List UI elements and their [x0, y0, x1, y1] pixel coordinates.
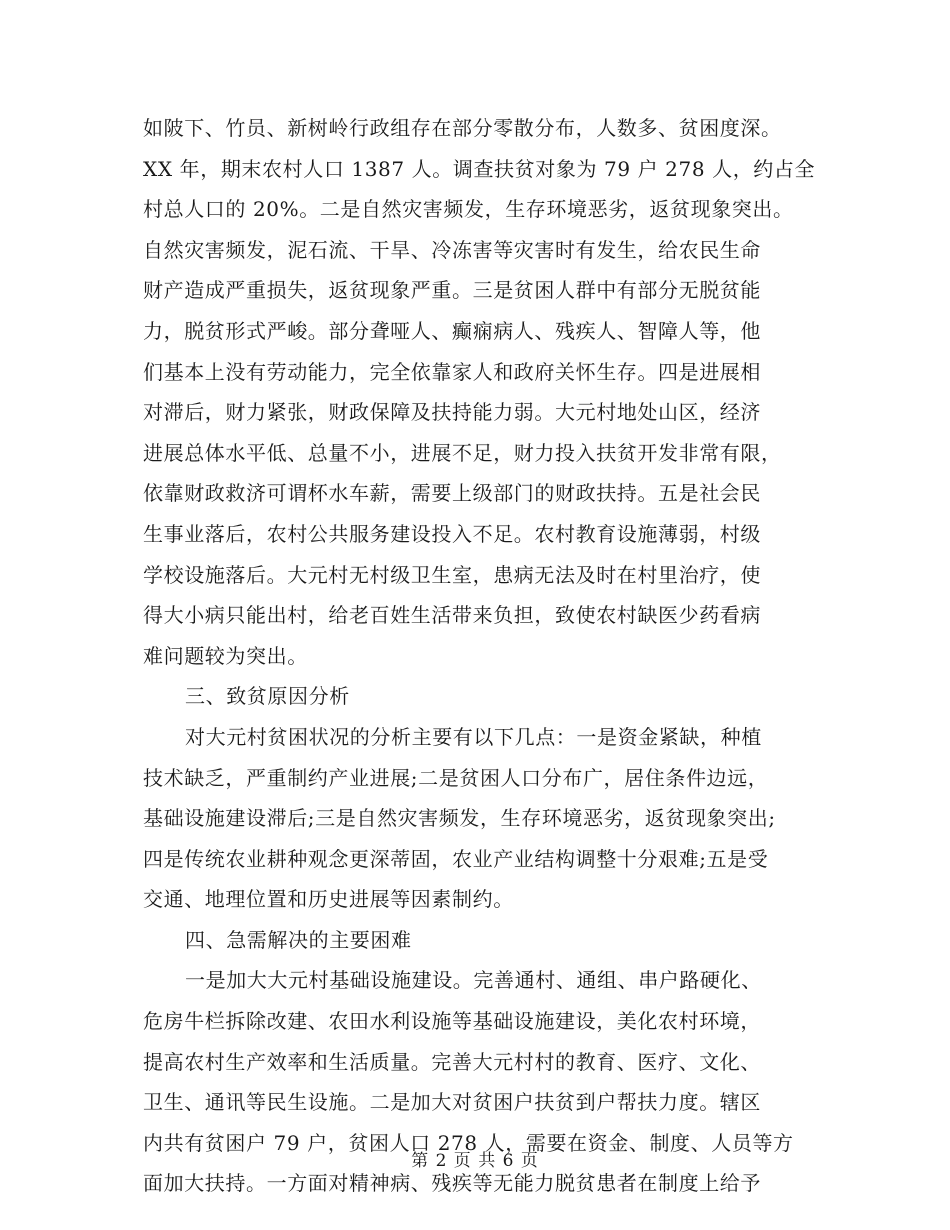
text-line: 技术缺乏，严重制约产业进展;二是贫困人口分布广，居住条件边远， [143, 765, 769, 790]
text-line: 一是加大大元村基础设施建设。完善通村、通组、串户路硬化、 [185, 968, 762, 993]
text-line: 依靠财政救济可谓杯水车薪，需要上级部门的财政扶持。五是社会民 [143, 481, 761, 506]
text-line: 难问题较为突出。 [143, 643, 308, 668]
text-line: 进展总体水平低、总量不小，进展不足，财力投入扶贫开发非常有限， [143, 440, 782, 465]
text-line: 财产造成严重损失，返贫现象严重。三是贫困人群中有部分无脱贫能 [143, 278, 761, 303]
text-line: 四是传统农业耕种观念更深蒂固，农业产业结构调整十分艰难;五是受 [143, 846, 769, 871]
text-line: 自然灾害频发，泥石流、干旱、冷冻害等灾害时有发生，给农民生命 [143, 237, 761, 262]
text-line: 们基本上没有劳动能力，完全依靠家人和政府关怀生存。四是进展相 [143, 359, 761, 384]
text-line: 得大小病只能出村，给老百姓生活带来负担，致使农村缺医少药看病 [143, 603, 761, 628]
text-line: 面加大扶持。一方面对精神病、残疾等无能力脱贫患者在制度上给予 [143, 1171, 761, 1196]
text-line: XX 年，期末农村人口 1387 人。调查扶贫对象为 79 户 278 人，约占全 [143, 156, 816, 181]
text-line: 基础设施建设滞后;三是自然灾害频发，生存环境恶劣，返贫现象突出; [143, 806, 776, 831]
section-heading: 四、急需解决的主要困难 [185, 927, 412, 952]
text-line: 卫生、通讯等民生设施。二是加大对贫困户扶贫到户帮扶力度。辖区 [143, 1090, 761, 1115]
text-line: 提高农村生产效率和生活质量。完善大元村村的教育、医疗、文化、 [143, 1049, 761, 1074]
text-line: 学校设施落后。大元村无村级卫生室，患病无法及时在村里治疗，使 [143, 562, 761, 587]
text-line: 力，脱贫形式严峻。部分聋哑人、癫痫病人、残疾人、智障人等，他 [143, 318, 761, 343]
text-line: 村总人口的 20%。二是自然灾害频发，生存环境恶劣，返贫现象突出。 [143, 197, 794, 222]
text-line: 内共有贫困户 79 户，贫困人口 278 人，需要在资金、制度、人员等方 [143, 1130, 794, 1155]
text-line: 危房牛栏拆除改建、农田水利设施等基础设施建设，美化农村环境， [143, 1009, 761, 1034]
body-text [143, 108, 823, 1204]
section-heading: 三、致贫原因分析 [185, 684, 350, 709]
text-line: 如陂下、竹员、新树岭行政组存在部分零散分布，人数多、贫困度深。 [143, 116, 782, 140]
text-line: 对滞后，财力紧张，财政保障及扶持能力弱。大元村地处山区，经济 [143, 400, 761, 425]
text-line: 对大元村贫困状况的分析主要有以下几点：一是资金紧缺，种植 [185, 724, 762, 749]
text-line: 交通、地理位置和历史进展等因素制约。 [143, 887, 514, 912]
page-number-footer: 第 2 页 共 6 页 [411, 1151, 539, 1171]
text-line: 生事业落后，农村公共服务建设投入不足。农村教育设施薄弱，村级 [143, 521, 761, 546]
